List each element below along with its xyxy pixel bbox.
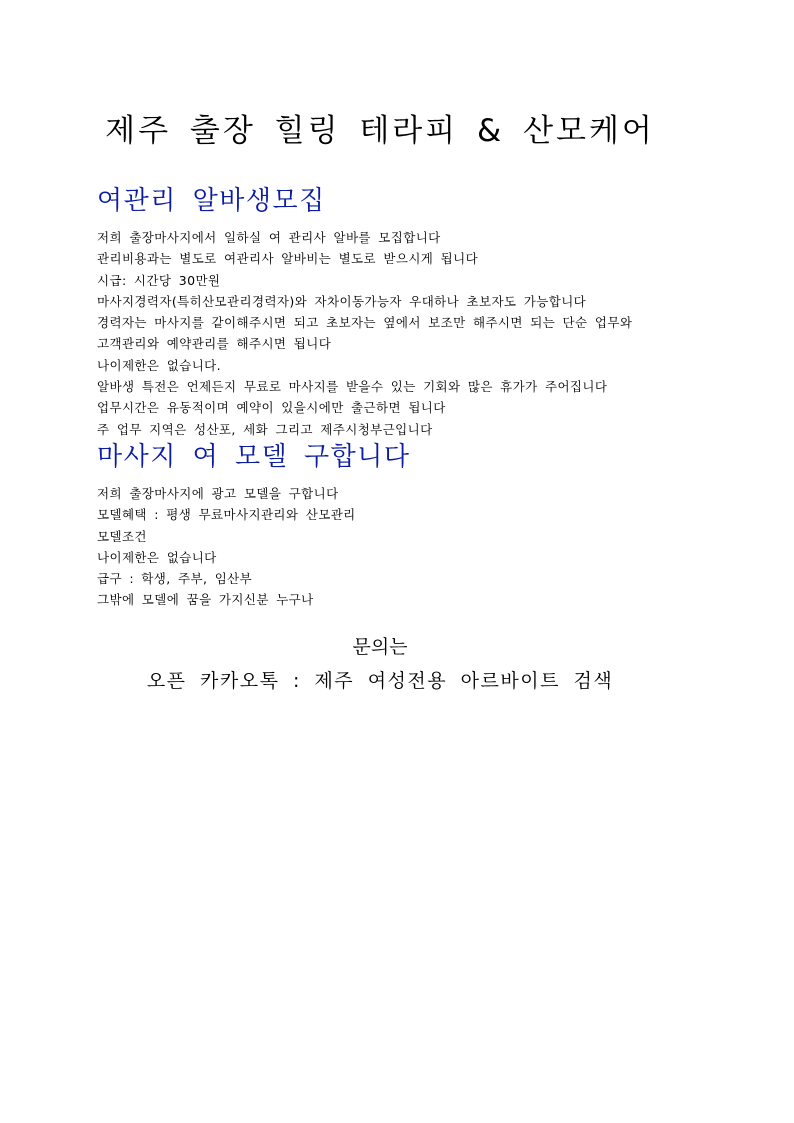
recruitment-line: 나이제한은 없습니다. xyxy=(97,357,222,373)
recruitment-line: 주 업무 지역은 성산포, 세화 그리고 제주시청부근입니다 xyxy=(97,421,433,437)
recruitment-details xyxy=(97,227,717,440)
contact-info: 오픈 카카오톡 : 제주 여성전용 아르바이트 검색 xyxy=(146,670,614,692)
model-line: 그밖에 모델에 꿈을 가지신분 누구나 xyxy=(97,592,314,608)
recruitment-line: 고객관리와 예약관리를 해주시면 됩니다 xyxy=(97,336,332,352)
recruitment-line: 저희 출장마사지에서 일하실 여 관리사 알바를 모집합니다 xyxy=(97,230,441,245)
model-line: 모델혜택 : 평생 무료마사지관리와 산모관리 xyxy=(97,507,356,523)
model-details xyxy=(97,483,717,611)
contact-label: 문의는 xyxy=(352,636,408,658)
section-heading-recruitment: 여관리 알바생모집 xyxy=(97,186,326,216)
model-line: 모델조건 xyxy=(97,528,147,544)
recruitment-line: 관리비용과는 별도로 여관리사 알바비는 별도로 받으시게 됩니다 xyxy=(97,251,479,267)
document-title: 제주 출장 힐링 테라피 & 산모케어 xyxy=(105,113,655,149)
recruitment-line: 경력자는 마사지를 같이해주시면 되고 초보자는 옆에서 보조만 해주시면 되는 단순 업무와 xyxy=(97,315,633,331)
recruitment-line: 시급: 시간당 30만원 xyxy=(97,272,221,288)
recruitment-line: 마사지경력자(특히산모관리경력자)와 자차이동가능자 우대하나 초보자도 가능합니다 xyxy=(97,293,587,309)
recruitment-line: 알바생 특전은 언제든지 무료로 마사지를 받을수 있는 기회와 많은 휴가가 주어집니다 xyxy=(97,379,608,395)
model-line: 급구 : 학생, 주부, 임산부 xyxy=(97,571,253,587)
model-line: 저희 출장마사지에 광고 모델을 구합니다 xyxy=(97,486,339,501)
model-line: 나이제한은 없습니다 xyxy=(97,549,217,565)
section-heading-model: 마사지 여 모델 구합니다 xyxy=(97,442,411,472)
recruitment-line: 업무시간은 유동적이며 예약이 있을시에만 출근하면 됩니다 xyxy=(97,400,446,416)
